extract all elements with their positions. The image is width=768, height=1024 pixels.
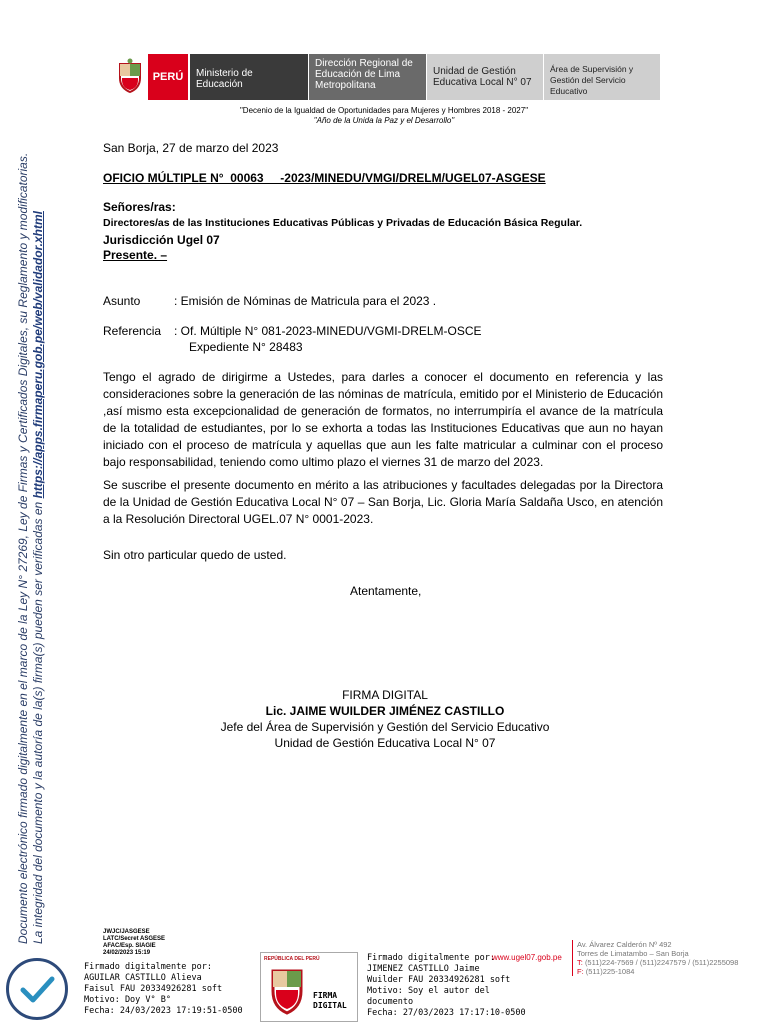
seal-coat-of-arms-icon: [265, 965, 309, 1017]
body-paragraph-2: Se suscribe el presente documento en mérito a las atribuciones y facultades delegadas por la Directora de la Unidad de Gestión Educativa Local N° 07 – San Borja, Lic. Gloria María Saldaña Usco, en atención a la Resolución Directoral UGEL.07 N° 0001-2023.: [103, 478, 663, 526]
area-label: Área de Supervisión y Gestión del Servicio Educativo: [550, 64, 634, 96]
ugel-label: Unidad de Gestión Educativa Local N° 07: [433, 66, 532, 88]
phone-numbers: (511)224-7569 / (511)2247579 / (511)2255098: [584, 958, 739, 967]
referencia-oficio: : Of. Múltiple N° 081-2023-MINEDU/VGMI-DRELM-OSCE: [174, 324, 482, 338]
decenio-text: "Decenio de la Igualdad de Oportunidades para Mujeres y Hombres 2018 - 2027": [239, 106, 529, 115]
address-line: Torres de Limatambo – San Borja: [577, 949, 689, 958]
stamp-line: Wuilder FAU 20334926281 soft: [367, 975, 511, 985]
signature-block: [180, 687, 590, 751]
stamp-line: Motivo: Doy V° B°: [84, 995, 171, 1005]
presente: Presente. –: [103, 248, 168, 262]
stamp-line: Firmado digitalmente por:: [84, 962, 212, 972]
address-line: Av. Álvarez Calderón Nº 492: [577, 940, 672, 949]
initials-block: [103, 929, 165, 957]
initials-line: AFAC/Esp. SIAGIE: [103, 943, 156, 949]
jurisdiction: Jurisdicción Ugel 07: [103, 233, 220, 247]
validator-link[interactable]: https://apps.firmaperu.gob.pe/web/validador.xhtml: [31, 211, 45, 499]
fax-label: F:: [577, 967, 584, 976]
signer-name: Lic. JAIME WUILDER JIMÉNEZ CASTILLO: [265, 704, 505, 718]
legal-notice-line2: [31, 134, 46, 944]
direccion-regional-block: [309, 54, 426, 100]
ugel-block: [427, 54, 543, 100]
firma-digital-label: FIRMA DIGITAL: [342, 688, 428, 702]
legal-notice-line1: Documento electrónico firmado digitalmente en el marco de la Ley N° 27269, Ley de Firmas y Certificados Digitales, su Reglamento y modificatorias.: [16, 152, 30, 944]
stamp-line: Fecha: 27/03/2023 17:17:10-0500: [367, 1008, 526, 1018]
fax-number: (511)225-1084: [585, 967, 635, 976]
signature-stamp-2: [367, 953, 526, 1019]
peru-label: PERÚ: [152, 70, 184, 83]
asunto-label: Asunto: [103, 294, 141, 308]
digital-signature-check-icon: [6, 958, 68, 1020]
stamp-line: Fecha: 24/03/2023 17:19:51-0500: [84, 1006, 243, 1016]
signer-title: Jefe del Área de Supervisión y Gestión del Servicio Educativo: [220, 720, 550, 734]
direccion-label: Dirección Regional de Educación de Lima Metropolitana: [315, 58, 413, 91]
firma-digital-seal: [260, 952, 358, 1022]
referencia-label: Referencia: [103, 324, 162, 338]
asunto-value: : Emisión de Nóminas de Matricula para el 2023 .: [174, 294, 437, 308]
area-block: [544, 54, 660, 100]
stamp-line: AGUILAR CASTILLO Alieva: [84, 973, 202, 983]
stamp-line: Faisul FAU 20334926281 soft: [84, 984, 223, 994]
ministerio-block: [190, 54, 308, 100]
signature-legal-notice: [16, 134, 46, 944]
initials-line: JWJC/JASGESE: [103, 929, 150, 935]
oficio-number: OFICIO MÚLTIPLE N° 00063 -2023/MINEDU/VMGI/DRELM/UGEL07-ASGESE: [103, 171, 546, 185]
recipients: Directores/as de las Instituciones Educativas Públicas y Privadas de Educación Básica Regular.: [103, 217, 583, 229]
atentamente: Atentamente,: [350, 584, 422, 598]
ministerio-label: Ministerio de Educación: [196, 68, 253, 90]
legal-notice-text: La integridad del documento y la autoría de la(s) firma(s) pueden ser verificadas en: [31, 498, 45, 944]
website-link[interactable]: www.ugel07.gob.pe: [492, 953, 562, 962]
stamp-line: Firmado digitalmente por:: [367, 953, 495, 963]
body-paragraph-1: Tengo el agrado de dirigirme a Ustedes, para darles a conocer el documento en referencia y las consideraciones sobre la generación de las nóminas de matrícula, emitido por el Ministerio de Educación ,así mismo esta excepcionalidad de generación de formatos, no interrumpiría el avance de la matrícula de la totalidad de estudiantes, por lo se exhorta a todas las Instituciones Educativas que aun no hayan iniciado con el proceso de matrícula y aquellas que aun les falte matricular a culminar con el proceso bajo responsabilidad, teniendo como ultimo plazo el viernes 31 de marzo del 2023.: [103, 370, 663, 469]
contact-address: [572, 940, 738, 976]
stamp-line: Motivo: Soy el autor del: [367, 986, 490, 996]
stamp-line: documento: [367, 997, 414, 1007]
phone-label: T:: [577, 958, 583, 967]
salutation: Señores/ras:: [103, 200, 176, 214]
initials-line: LATC/Secret ASGESE: [103, 936, 166, 942]
referencia-expediente: Expediente N° 28483: [189, 340, 303, 354]
seal-republic-label: REPÚBLICA DEL PERÚ: [264, 956, 320, 962]
stamp-line: JIMENEZ CASTILLO Jaime: [367, 964, 480, 974]
signer-unit: Unidad de Gestión Educativa Local N° 07: [274, 736, 496, 750]
peru-brand-block: [148, 54, 188, 100]
coat-of-arms-icon: [114, 58, 146, 94]
anio-text: "Año de la Unida la Paz y el Desarrollo": [313, 116, 455, 125]
document-date: San Borja, 27 de marzo del 2023: [103, 141, 279, 155]
signature-stamp-1: [84, 962, 243, 1017]
closing-line: Sin otro particular quedo de usted.: [103, 548, 287, 562]
initials-line: 24/02/2023 15:19: [103, 950, 151, 956]
decenio-banner: [0, 106, 768, 126]
seal-text: FIRMA DIGITAL: [313, 991, 347, 1010]
